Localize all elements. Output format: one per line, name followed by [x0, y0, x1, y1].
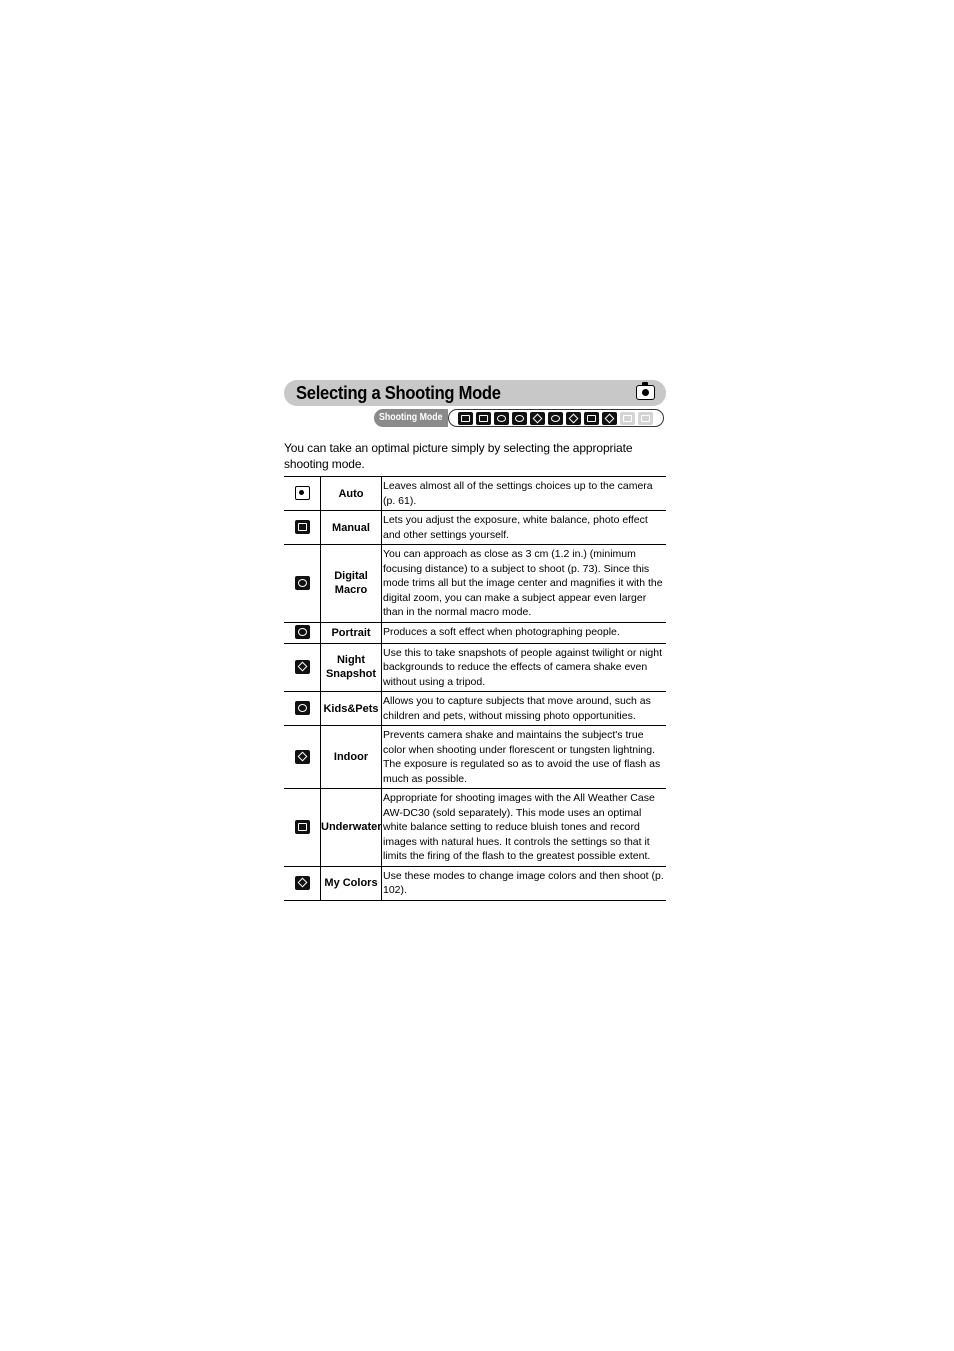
mode-name: Auto	[321, 477, 382, 511]
mode-description: Lets you adjust the exposure, white balance, photo effect and other settings yourself.	[382, 511, 667, 545]
mode-name: Underwater	[321, 789, 382, 867]
shooting-modes-table	[284, 476, 666, 901]
night-snapshot-mode-icon	[295, 660, 310, 674]
mode-description: Appropriate for shooting images with the All Weather Case AW-DC30 (sold separately). This mode uses an optimal white balance setting to reduce bluish tones and record images with natural hues. It controls the settings so that it limits the firing of the flash to the greatest possible extent.	[382, 789, 667, 867]
underwater-mode-icon	[584, 412, 599, 425]
underwater-mode-icon	[295, 820, 310, 834]
mode-name: My Colors	[321, 866, 382, 900]
stitch-assist-mode-icon	[620, 412, 635, 425]
digital-macro-mode-icon	[295, 576, 310, 590]
mode-description: You can approach as close as 3 cm (1.2 in.) (minimum focusing distance) to a subject to shoot (p. 73). Since this mode trims all but the image center and magnifies it with the digital zoom, you can make a subject appear even larger than in the normal macro mode.	[382, 545, 667, 623]
table-row	[284, 622, 666, 643]
page-content	[284, 380, 666, 901]
shooting-mode-strip	[284, 408, 666, 430]
mode-description: Use this to take snapshots of people against twilight or night backgrounds to reduce the effects of camera shake even without using a tripod.	[382, 643, 667, 692]
mode-description: Use these modes to change image colors and then shoot (p. 102).	[382, 866, 667, 900]
table-row	[284, 643, 666, 692]
mode-description: Allows you to capture subjects that move around, such as children and pets, without missing photo opportunities.	[382, 692, 667, 726]
portrait-mode-icon	[512, 412, 527, 425]
shooting-mode-label: Shooting Mode	[374, 409, 448, 427]
table-row	[284, 789, 666, 867]
night-snapshot-mode-icon	[530, 412, 545, 425]
auto-mode-icon	[295, 486, 310, 500]
page-title: Selecting a Shooting Mode	[296, 383, 501, 403]
my-colors-mode-icon	[295, 876, 310, 890]
portrait-mode-icon	[295, 625, 310, 639]
table-row	[284, 511, 666, 545]
indoor-mode-icon	[295, 750, 310, 764]
table-row	[284, 866, 666, 900]
indoor-mode-icon	[566, 412, 581, 425]
table-row	[284, 545, 666, 623]
kids-pets-mode-icon	[295, 701, 310, 715]
auto-mode-icon	[458, 412, 473, 425]
table-row	[284, 477, 666, 511]
shooting-mode-icons	[448, 409, 664, 427]
mode-name: Indoor	[321, 726, 382, 789]
mode-name: Manual	[321, 511, 382, 545]
mode-name: Digital Macro	[321, 545, 382, 623]
table-row	[284, 692, 666, 726]
table-row	[284, 726, 666, 789]
my-colors-mode-icon	[602, 412, 617, 425]
mode-description: Produces a soft effect when photographing people.	[382, 622, 667, 643]
mode-name: Kids&Pets	[321, 692, 382, 726]
mode-description: Prevents camera shake and maintains the subject's true color when shooting under florescent or tungsten lightning. The exposure is regulated so as to avoid the use of flash as much as possible.	[382, 726, 667, 789]
manual-mode-icon	[476, 412, 491, 425]
kids-pets-mode-icon	[548, 412, 563, 425]
mode-description: Leaves almost all of the settings choices up to the camera (p. 61).	[382, 477, 667, 511]
movie-mode-icon	[638, 412, 653, 425]
digital-macro-mode-icon	[494, 412, 509, 425]
mode-name: Night Snapshot	[321, 643, 382, 692]
intro-text: You can take an optimal picture simply by selecting the appropriate shooting mode.	[284, 441, 633, 471]
mode-name: Portrait	[321, 622, 382, 643]
manual-mode-icon	[295, 520, 310, 534]
title-bar	[284, 380, 666, 406]
camera-icon	[636, 385, 655, 400]
